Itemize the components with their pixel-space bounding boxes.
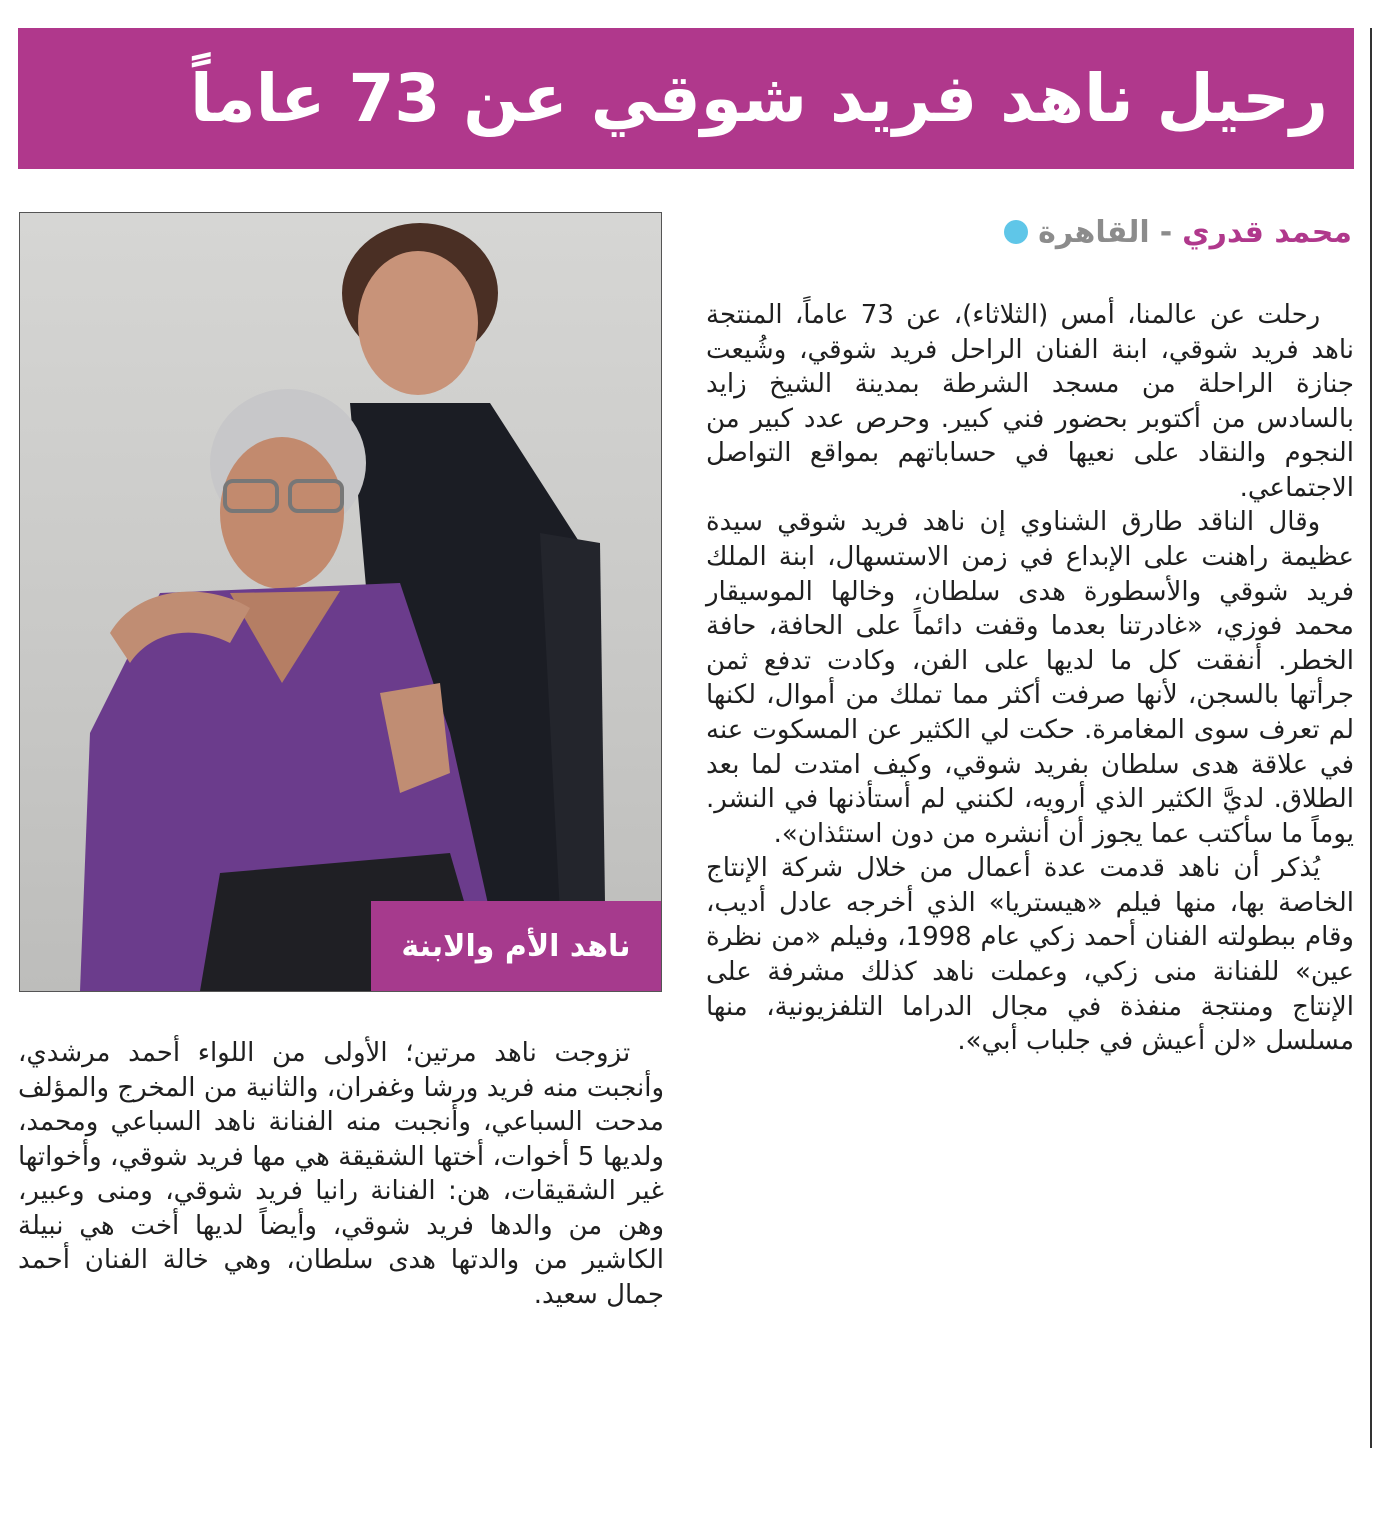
article-paragraph: رحلت عن عالمنا، أمس (الثلاثاء)، عن 73 عاماً، المنتجة ناهد فريد شوقي، ابنة الفنان الراحل فريد شوقي، وشُيعت جنازة الراحلة من مسجد الشرطة بمدينة الشيخ زايد بالسادس من أكتوبر بحضور فني كبير. وحرص عدد كبير من النجوم والنقاد على نعيها في حساباتهم بمواقع التواصل الاجتماعي. bbox=[706, 300, 1354, 503]
headline-banner bbox=[18, 28, 1354, 169]
article-paragraph: يُذكر أن ناهد قدمت عدة أعمال من خلال شركة الإنتاج الخاصة بها، منها فيلم «هيستريا» الذي أخرجه عادل أديب، وقام ببطولته الفنان أحمد زكي عام 1998، وفيلم «من نظرة عين» للفنانة منى زكي، وعملت ناهد كذلك مشرفة على الإنتاج ومنتجة منفذة في مجال الدراما التلفزيونية، منها مسلسل «لن أعيش في جلباب أبي». bbox=[706, 853, 1354, 1057]
photo-illustration bbox=[20, 213, 661, 991]
article-paragraph: وقال الناقد طارق الشناوي إن ناهد فريد شوقي سيدة عظيمة راهنت على الإبداع في زمن الاستسهال، ابنة الملك فريد شوقي والأسطورة هدى سلطان، وخالها الموسيقار محمد فوزي، «غادرتنا بعدما وقفت دائماً على الحافة، حافة الخطر. أنفقت كل ما لديها على الفن، وكادت تدفع ثمن جرأتها بالسجن، لأنها صرفت أكثر مما تملك من أموال، لكنها لم تعرف سوى المغامرة. حكت لي الكثير عن المسكوت عنه في علاقة هدى سلطان بفريد شوقي، وكيف امتدت لما بعد الطلاق. لديَّ الكثير الذي أرويه، لكنني لم أستأذنها في النشر. يوماً ما سأكتب عما يجوز أن أنشره من دون استئذان». bbox=[706, 507, 1354, 849]
article-headline: رحيل ناهد فريد شوقي عن 73 عاماً bbox=[189, 59, 1328, 137]
article-column-right bbox=[706, 298, 1354, 1059]
byline-city: القاهرة bbox=[1038, 214, 1150, 250]
bullet-dot-icon bbox=[1004, 220, 1028, 244]
byline-author: محمد قدري bbox=[1182, 214, 1352, 250]
article-paragraph: تزوجت ناهد مرتين؛ الأولى من اللواء أحمد مرشدي، وأنجبت منه فريد ورشا وغفران، والثانية من المخرج والمؤلف مدحت السباعي، وأنجبت منه الفنانة ناهد السباعي ومحمد، ولديها 5 أخوات، أختها الشقيقة هي مها فريد شوقي، وأخواتها غير الشقيقات، هن: الفنانة رانيا فريد شوقي، ومنى وعبير، وهن من والدها فريد شوقي، وأيضاً لديها أخت هي نبيلة الكاشير من والدتها هدى سلطان، وهي خالة الفنان أحمد جمال سعيد. bbox=[18, 1038, 664, 1311]
article-photo bbox=[19, 212, 662, 992]
photo-caption-box bbox=[371, 901, 661, 991]
photo-caption: ناهد الأم والابنة bbox=[401, 928, 631, 964]
column-divider bbox=[1370, 28, 1372, 1448]
article-column-left bbox=[18, 1036, 664, 1313]
byline-separator: - bbox=[1159, 214, 1173, 250]
byline bbox=[1004, 212, 1352, 252]
